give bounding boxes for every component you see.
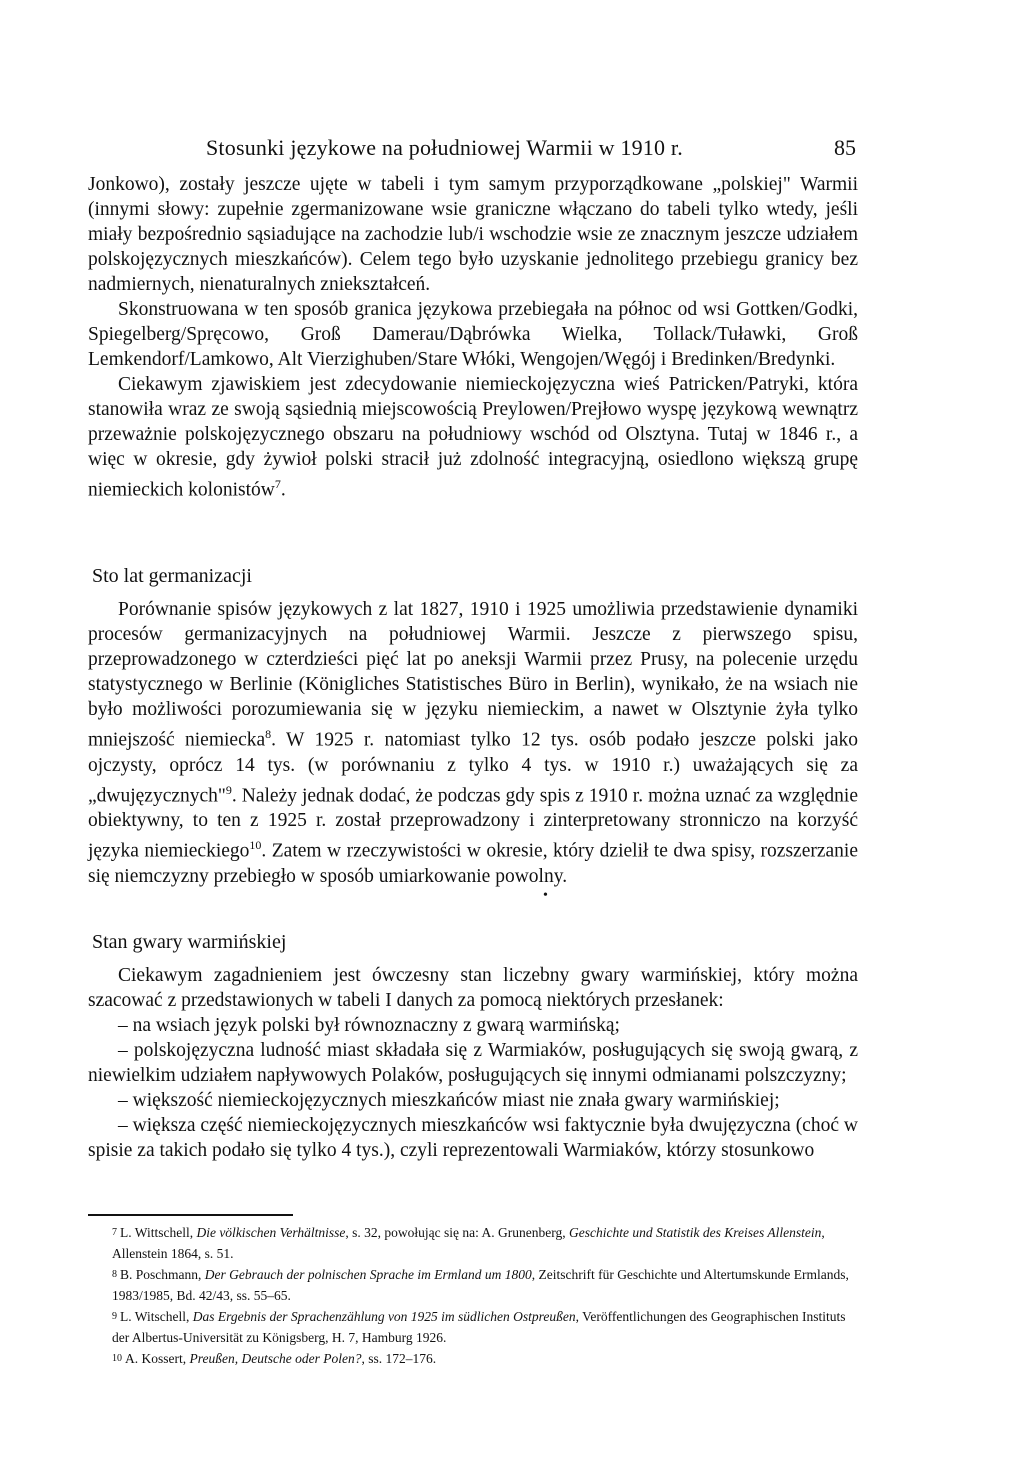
- footnote-title: Preußen, Deutsche oder Polen?: [189, 1351, 362, 1366]
- footnote: [112, 1222, 858, 1264]
- footnote-title: Geschichte und Statistik des Kreises Allenstein: [569, 1225, 822, 1240]
- list-item: – na wsiach język polski był równoznaczny z gwarą warmińską;: [118, 1015, 620, 1036]
- page-number: 85: [834, 135, 856, 160]
- paragraph: [88, 597, 858, 889]
- footnote-text: , Allenstein 1864, s. 51.: [112, 1225, 825, 1261]
- section-heading: Stan gwary warmińskiej: [92, 931, 287, 953]
- paragraph-text: . Należy jednak dodać, że podczas gdy spis z 1910 r. można uznać za względnie obiektywny, to ten z 1925 r. został przeprowadzony i zinterpretowany stronniczo na korzyść języka niemieckiego: [88, 785, 858, 862]
- footnote-ref: 7: [274, 477, 281, 491]
- footnote: [112, 1264, 858, 1306]
- footnote-text: , Zeitschrift für Geschichte und Altertumskunde Ermlands, 1983/1985, Bd. 42/43, ss. 55–65.: [112, 1267, 849, 1303]
- footnote-separator: [88, 1214, 293, 1216]
- footnote: [112, 1306, 858, 1348]
- footnote-ref: 10: [249, 838, 262, 852]
- paragraph-text: Ciekawym zjawiskiem jest zdecydowanie niemieckojęzyczna wieś Patricken/Patryki, która stanowiła wraz ze swoją sąsiednią miejscowością Preylowen/Prejłowo wyspę językową wewnątrz przeważnie polskojęzycznego obszaru na południowy wschód od Olsztyna. Tutaj w 1846 r., a więc w okresie, gdy żywioł polski stracił już zdolność integracyjną, osiedlono większą grupę niemieckich kolonistów: [88, 374, 858, 501]
- paragraph: Ciekawym zagadnieniem jest ówczesny stan liczebny gwary warmińskiej, który można szacować z przedstawionych w tabeli I danych za pomocą niektórych przesłanek:: [88, 965, 858, 1011]
- footnote-number: 10: [112, 1353, 122, 1364]
- paragraph: Jonkowo), zostały jeszcze ujęte w tabeli i tym samym przyporządkowane „polskiej" Warmii (innymi słowy: zupełnie zgermanizowane wsie graniczne włączano do tabeli tylko wtedy, jeśli miały bezpośrednio sąsiadujące na zachodzie lub/i wschodzie wsie ze znacznym jeszcze udziałem polskojęzycznych mieszkańców). Celem tego było uzyskanie jednolitego przebiegu granicy bez nadmiernych, nienaturalnych zniekształceń.: [88, 174, 858, 295]
- footnote-title: Das Ergebnis der Sprachenzählung von 1925 im südlichen Ostpreußen: [192, 1309, 576, 1324]
- paragraph: Skonstruowana w ten sposób granica językowa przebiegała na północ od wsi Gottken/Godki, Spiegelberg/Spręcowo, Groß Damerau/Dąbrówka Wielka, Tollack/Tuławki, Groß Lemkendorf/Lamkowo, Alt Vierzighuben/Stare Włóki, Wengojen/Węgój i Bredinken/Bredynki.: [88, 299, 858, 370]
- paragraph-text: . Zatem w rzeczywistości w okresie, który dzielił te dwa spisy, rozszerzanie się niemczyzny przebiegło w sposób umiarkowanie powolny.: [88, 840, 858, 887]
- section1-text: [88, 597, 858, 889]
- footnote-title: Der Gebrauch der polnischen Sprache im Ermland um 1800: [204, 1267, 532, 1282]
- section2-text: [88, 963, 858, 1163]
- footnote-number: 8: [112, 1269, 117, 1280]
- footnote-number: 9: [112, 1311, 117, 1322]
- footnote-text: L. Wittschell,: [120, 1225, 197, 1240]
- footnote-text: B. Poschmann,: [120, 1267, 205, 1282]
- footnote-text: L. Witschell,: [120, 1309, 193, 1324]
- footnote-text: A. Kossert,: [125, 1351, 190, 1366]
- footnotes: [112, 1222, 858, 1369]
- list-item: – większa część niemieckojęzycznych mieszkańców wsi faktycznie była dwujęzyczna (choć w spisie za takich podało się tylko 4 tys.), czyli reprezentowali Warmiaków, którzy stosunkowo: [88, 1115, 858, 1161]
- top-text-block: [88, 172, 858, 503]
- footnote-text: , Veröffentlichungen des Geographischen Instituts der Albertus-Universität zu Königsberg, H. 7, Hamburg 1926.: [112, 1309, 846, 1345]
- footnote-number: 7: [112, 1227, 117, 1238]
- footnote-ref: 9: [225, 782, 232, 797]
- paragraph-text: . W 1925 r. natomiast tylko 12 tys. osób podało jeszcze polski jako ojczysty, oprócz 14 tys. (w porównaniu z tylko 4 tys. w 1910 r.) uważających się za „dwujęzycznych": [88, 729, 858, 806]
- running-header: Stosunki językowe na południowej Warmii w 1910 r.: [206, 135, 683, 160]
- footnote-text: , ss. 172–176.: [361, 1351, 437, 1366]
- list-item: – polskojęzyczna ludność miast składała się z Warmiaków, posługujących się swoją gwarą, z niewielkim udziałem napływowych Polaków, posługujących się innymi odmianami polszczyzny;: [88, 1040, 858, 1086]
- section-heading: Sto lat germanizacji: [92, 565, 252, 587]
- footnote-text: , s. 32, powołując się na: A. Grunenberg,: [345, 1225, 570, 1240]
- paragraph-text: Porównanie spisów językowych z lat 1827, 1910 i 1925 umożliwia przedstawienie dynamiki procesów germanizacyjnych na południowej Warmii. Jeszcze z pierwszego spisu, przeprowadzonego w czterdzieści pięć lat po aneksji Warmii przez Prusy, na polecenie urzędu statystycznego w Berlinie (Königliches Statistisches Büro in Berlin), wynikało, że na wsiach nie było możliwości porozumiewania się w języku niemieckim, a nawet w Olsztynie żyła tylko mniejszość niemiecka: [88, 599, 858, 751]
- footnote-title: Die völkischen Verhältnisse: [196, 1225, 346, 1240]
- footnote: [112, 1348, 858, 1369]
- paragraph: Ciekawym zjawiskiem jest zdecydowanie niemieckojęzyczna wieś Patricken/Patryki, która stanowiła wraz ze swoją sąsiednią miejscowością Preylowen/Prejłowo wyspę językową wewnątrz przeważnie polskojęzycznego obszaru na południowy wschód od Olsztyna. Tutaj w 1846 r., a więc w okresie, gdy żywioł polski stracił już zdolność integracyjną, osiedlono większą grupę niemieckich kolonistów$^7$.: [88, 374, 858, 501]
- stray-mark: •: [543, 888, 548, 903]
- footnote-ref: 8: [265, 727, 272, 741]
- list-item: – większość niemieckojęzycznych mieszkańców miast nie znała gwary warmińskiej;: [118, 1090, 780, 1111]
